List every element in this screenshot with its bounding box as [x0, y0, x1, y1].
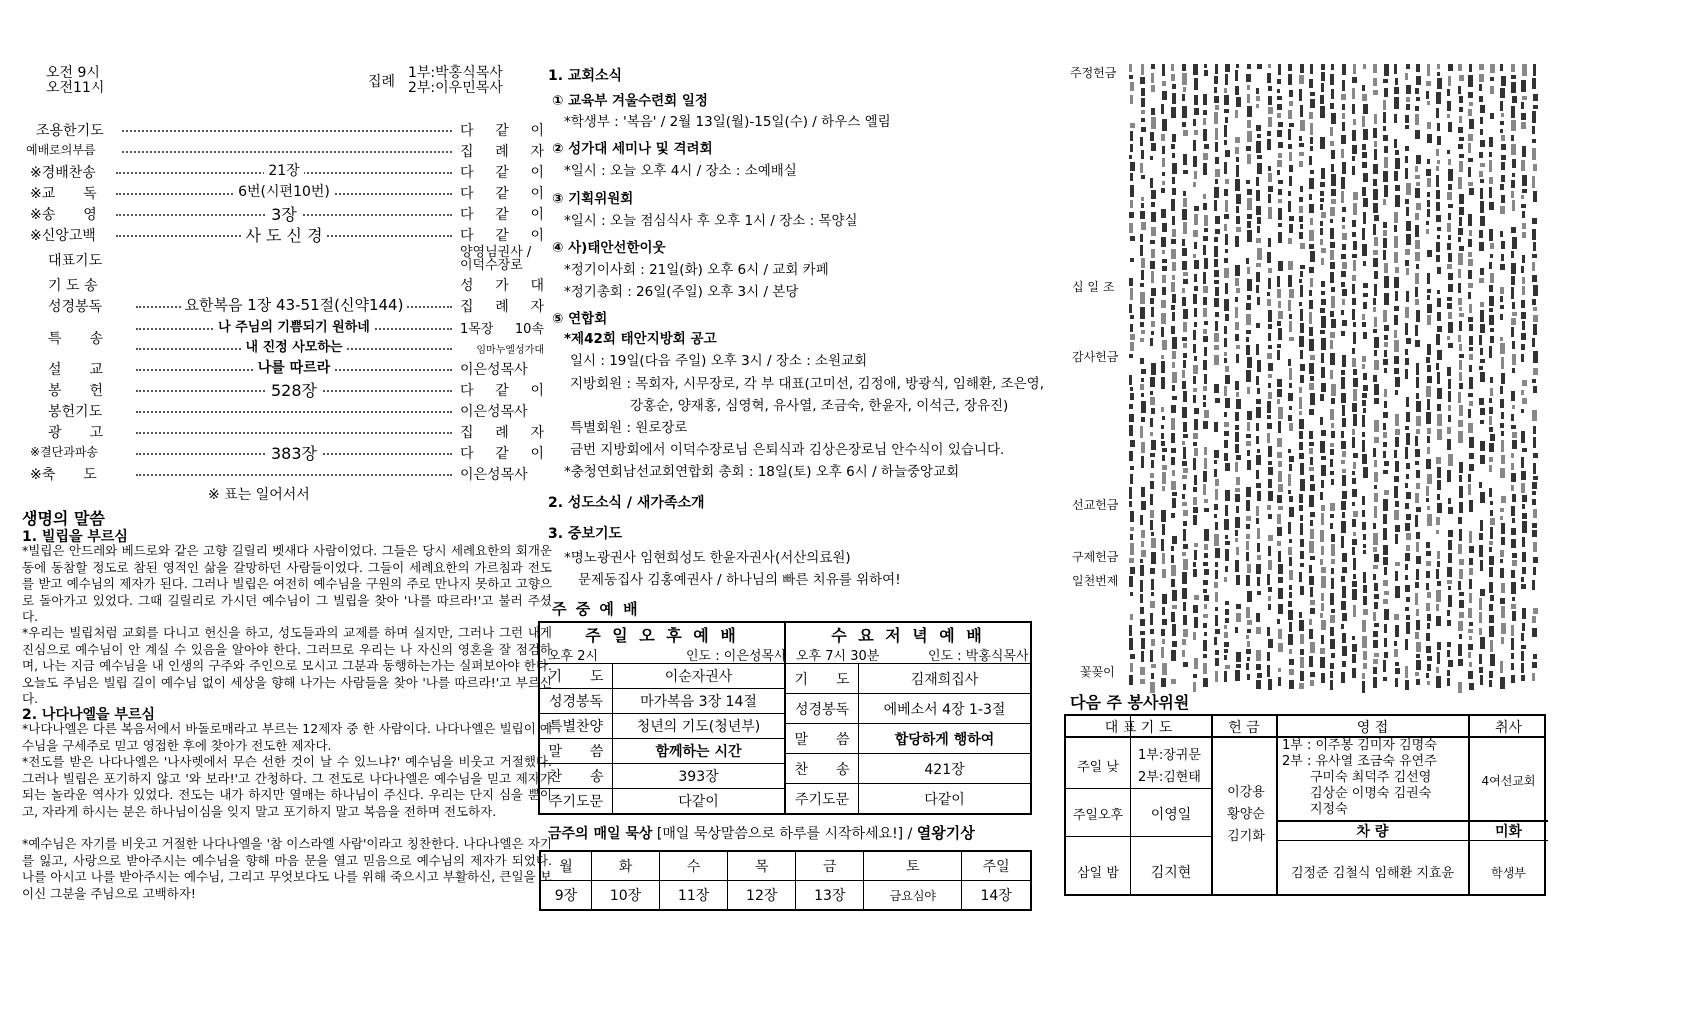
- col-greeting: 영 접: [1356, 720, 1389, 736]
- sermon-paragraph: *예수님은 자기를 비웃고 거절한 나다나엘을 '참 이스라엘 사람'이라고 칭찬한다. 나다나엘은 자기를 잃고, 사랑으로 받아주시는 예수님을 향해 마음 문을 열고 믿음으로 예수님의 제자가 되었다. 나를 아시고 나를 받아주시는 예수님, 그리고 무엇보다도 나를 위해 죽으시고 부활하신, 큰일을 보이신 그분을 주님으로 고백하자!: [22, 836, 552, 901]
- prayer-line: *명노광권사 임현희성도 한윤자권사(서산의료원): [564, 550, 851, 566]
- news-section-1: 1. 교회소식: [548, 68, 623, 84]
- sunday-pm-rows: [540, 663, 784, 814]
- order-item: 예배로의부름 집 례 자: [26, 143, 544, 160]
- order-item: ※경배찬송 21장 다 같 이: [30, 163, 544, 181]
- day-header: 월: [540, 851, 591, 881]
- service-time-1: 오전 9시: [46, 65, 100, 81]
- pastor-1: 1부:박홍식목사: [408, 65, 503, 81]
- donor-column: [1446, 64, 1453, 684]
- midweek-table: [538, 621, 1032, 815]
- news-item-detail: *일시 : 오늘 점심식사 후 오후 1시 / 장소 : 목양실: [564, 213, 858, 229]
- order-item: 봉헌기도 이은성목사: [48, 404, 528, 420]
- donor-column: [1160, 64, 1167, 684]
- news-item-detail: 일시 : 19일(다음 주일) 오후 3시 / 장소 : 소원교회: [570, 353, 868, 369]
- row-label: 성경봉독: [540, 689, 613, 714]
- row-value: 다같이: [859, 784, 1031, 814]
- jipre-label: 집례: [368, 74, 396, 90]
- prayer-line: 문제동집사 김홍예권사 / 하나님의 빠른 치유를 위하여!: [578, 572, 901, 588]
- row-sunday-pm-label: 주일오후: [1072, 808, 1124, 823]
- wednesday-rows: [786, 663, 1030, 814]
- news-item-detail: 금번 지방회에서 이덕수장로님 은퇴식과 김상은장로님 안수식이 있습니다.: [570, 442, 1005, 458]
- row-label: 기 도: [540, 664, 613, 689]
- sunday-pm-time: 오후 2시: [548, 649, 599, 664]
- offering-label: 십 일 조: [1072, 280, 1115, 294]
- row-label: 말 씀: [540, 739, 613, 764]
- daily-table: [539, 850, 1032, 911]
- order-item: 조용한기도 다 같 이: [36, 123, 544, 139]
- row-value: 청년의 기도(청년부): [613, 714, 785, 739]
- sermon-paragraph: *빌립은 안드레와 베드로와 같은 고향 길릴리 벳새다 사람이었다. 그들은 당시 세례요한의 회개운동에 동참할 정도로 참된 영적인 삶을 갈망하던 사람들이었다. 그들이 세례요한의 가르침과 전도를 받고 예수님의 제자가 된다. 그러나 빌립은 여전히 예수님을 구원의 주로 만나지 못하고 고향으로 돌아가고 있었다. 그때 길릴리로 가시던 예수님이 그 빌립을 찾아 '나를 따르라!'고 불러 주셨다.: [22, 543, 552, 625]
- donor-column: [1128, 64, 1135, 684]
- news-item-detail: 지방회원 : 목회자, 시무장로, 각 부 대표(고미선, 김정애, 방광식, 임해환, 조은영,: [570, 376, 1044, 392]
- row-label: 주기도문: [540, 789, 613, 814]
- offering-names: 이강용 황양순 김기화: [1227, 785, 1265, 844]
- order-item: ※결단과파송 383장 다 같 이: [30, 444, 544, 463]
- order-item: 기 도 송 성 가 대: [48, 278, 544, 294]
- news-section-2: 2. 성도소식 / 새가족소개: [548, 495, 705, 511]
- day-value: 9장: [540, 881, 591, 911]
- row-value: 이순자권사: [613, 664, 785, 689]
- donor-column: [1149, 64, 1156, 684]
- row-value: 다같이: [613, 789, 785, 814]
- news-item-title: ② 성가대 세미나 및 격려회: [552, 141, 713, 157]
- row-label: 찬 송: [786, 754, 859, 784]
- wednesday-leader: 인도 : 박홍식목사: [928, 649, 1029, 664]
- order-item: 광 고 집 례 자: [48, 425, 544, 441]
- day-value: 13장: [796, 881, 864, 911]
- donor-column: [1340, 64, 1347, 684]
- donor-column: [1361, 64, 1368, 684]
- snack-group: 4여선교회: [1481, 774, 1536, 788]
- greeting-list: [1282, 738, 1437, 818]
- news-item-detail: *일시 : 오늘 오후 4시 / 장소 : 소예배실: [564, 163, 797, 179]
- greeting-line: 김상순 이명숙 김권숙: [1310, 786, 1432, 801]
- wednesday-title: 수 요 저 녁 예 배: [831, 626, 985, 645]
- order-item: ※교 독 6번(시편10번) 다 같 이: [30, 184, 544, 202]
- donor-column: [1276, 64, 1283, 684]
- donor-column: [1488, 64, 1495, 684]
- news-item-detail: *정기총회 : 26일(주일) 오후 3시 / 본당: [564, 284, 799, 300]
- sermon-paragraph: *전도를 받은 나다나엘은 '나사렛에서 무슨 선한 것이 날 수 있느냐?' 예수님을 비웃고 거절했다. 그러나 빌립은 포기하지 않고 '와 보라!'고 간청하다. 그 전도로 나다나엘은 예수님을 믿고 제자가 되는 놀라운 역사가 있었다. 전도는 내가 하지만 열매는 하나님이 주신다. 우리는 단지 심을 뿐이고, 자라게 하시는 분은 하나님이심을 잊지 말고 포기하지 말고 복음을 전하며 전도하자.: [22, 754, 552, 819]
- wednesday-prayer: 김지현: [1150, 865, 1192, 881]
- day-header: 목: [728, 851, 796, 881]
- offering-label: 구제헌금: [1072, 550, 1119, 564]
- day-value: 10장: [591, 881, 659, 911]
- order-item: 설 교 나를 따르라 이은성목사: [48, 360, 528, 378]
- news-item-detail: *정기이사회 : 21일(화) 오후 6시 / 교회 카페: [564, 262, 829, 278]
- order-item: ※송 영 3장 다 같 이: [30, 205, 544, 224]
- donor-column: [1425, 64, 1432, 684]
- donor-column: [1404, 64, 1411, 684]
- news-item-detail: 특별회원 : 원로장로: [570, 420, 688, 436]
- stand-note: ※ 표는 일어서서: [208, 487, 310, 503]
- donor-column: [1223, 64, 1230, 684]
- donor-column: [1255, 64, 1262, 684]
- donor-column: [1170, 64, 1177, 684]
- donor-column: [1319, 64, 1326, 684]
- col-flower: 미화: [1494, 824, 1523, 840]
- daily-devotion-title: [548, 822, 975, 843]
- donor-column: [1467, 64, 1474, 684]
- donor-column: [1510, 64, 1517, 684]
- donor-column: [1382, 64, 1389, 684]
- donor-column: [1372, 64, 1379, 684]
- news-section-3: 3. 중보기도: [548, 526, 623, 542]
- donor-column: [1531, 64, 1538, 684]
- donor-column: [1351, 64, 1358, 684]
- col-prayer: 대 표 기 도: [1104, 720, 1173, 736]
- donor-column: [1298, 64, 1305, 684]
- donor-column: [1202, 64, 1209, 684]
- order-item: 성경봉독 요한복음 1장 43-51절(신약144) 집 례 자: [48, 296, 544, 315]
- daily-title-book: 열왕기상: [916, 824, 975, 842]
- donor-column: [1192, 64, 1199, 684]
- donor-column: [1213, 64, 1220, 684]
- sunday-pm-leader: 인도 : 이은성목사: [686, 649, 787, 664]
- donor-column: [1234, 64, 1241, 684]
- donor-column: [1414, 64, 1421, 684]
- row-value: 393장: [613, 764, 785, 789]
- row-value: 합당하게 행하여: [859, 724, 1031, 754]
- greeting-line: 2부 : 유사열 조금숙 유연주: [1282, 754, 1437, 769]
- offering-label: 주정헌금: [1070, 66, 1117, 80]
- order-item: 특 송 나 주님의 기쁨되기 원하네 1목장 10속: [48, 320, 544, 347]
- donor-column: [1245, 64, 1252, 684]
- order-item: 봉 헌 528장 다 같 이: [48, 381, 544, 400]
- news-item-detail: *충청연회남선교회연합회 총회 : 18일(토) 오후 6시 / 하늘중앙교회: [564, 464, 960, 480]
- offering-label: 꽃꽂이: [1080, 665, 1115, 679]
- news-item-title: ⑤ 연합회: [552, 311, 608, 327]
- day-header: 금: [796, 851, 864, 881]
- greeting-line: 구미숙 최덕주 김선영: [1310, 770, 1432, 785]
- donor-column: [1329, 64, 1336, 684]
- row-value: 에베소서 4장 1-3절: [859, 694, 1031, 724]
- day-header: 토: [864, 851, 962, 881]
- day-value: 14장: [962, 881, 1031, 911]
- sermon-paragraph: *우리는 빌립처럼 교회를 다니고 헌신을 하고, 성도들과의 교제를 하며 실지만, 그러나 그런 내게 진심으로 예수님이 안 계실 수 있음을 알아야 한다. 그러므로 우리는 나 자신의 영혼을 잘 점검하며, 나는 지금 예수님을 내 인생의 구주와 주인으로 모시고 그분과 동행하는가는 실펴보아야 한다. 오늘도 주님은 빌립 길이 예수님 없이 세상을 향해 나가는 사람들을 찾아 '나를 따르라!'고 부르신다.: [22, 625, 552, 707]
- sermon-sub-2: 2. 나다나엘을 부르심: [22, 707, 155, 723]
- sunday-pm-prayer: 이영일: [1150, 807, 1192, 823]
- donor-column: [1457, 64, 1464, 684]
- row-label: 말 씀: [786, 724, 859, 754]
- day-header: 주일: [962, 851, 1031, 881]
- sunday-prayer-2: 2부:김현태: [1138, 770, 1201, 785]
- sermon-heading: 생명의 말씀: [22, 509, 105, 528]
- donor-column: [1499, 64, 1506, 684]
- news-item-title: ③ 기획위원회: [552, 191, 634, 207]
- day-value: 11장: [660, 881, 728, 911]
- flower-group: 학생부: [1491, 866, 1526, 880]
- row-value: 마가복음 3장 14절: [613, 689, 785, 714]
- news-item-detail: *제42회 태안지방회 공고: [564, 331, 717, 347]
- donor-column: [1266, 64, 1273, 684]
- col-car: 차 량: [1356, 824, 1389, 840]
- news-item-title: ① 교육부 겨울수련회 일정: [552, 93, 708, 109]
- wednesday-time: 오후 7시 30분: [796, 649, 880, 664]
- donor-column: [1393, 64, 1400, 684]
- sermon-sub-1: 1. 빌립을 부르심: [22, 529, 128, 545]
- offering-label: 일천번제: [1072, 574, 1119, 588]
- day-value: 금요심야: [864, 881, 962, 911]
- day-header: 화: [591, 851, 659, 881]
- donor-column: [1478, 64, 1485, 684]
- row-label: 특별찬양: [540, 714, 613, 739]
- sunday-prayer-1: 1부:장귀문: [1138, 748, 1201, 763]
- row-wednesday-label: 삼일 밤: [1077, 866, 1119, 881]
- day-value: 12장: [728, 881, 796, 911]
- donor-column: [1308, 64, 1315, 684]
- greeting-line: 지정숙: [1310, 802, 1348, 817]
- order-item: ※축 도 이은성목사: [30, 467, 528, 483]
- order-item: 내 진정 사모하는 임마누엘성가대: [36, 338, 544, 360]
- order-item: ※신앙고백 사 도 신 경 다 같 이: [30, 226, 544, 245]
- volunteers-table: [1064, 714, 1546, 896]
- sermon-paragraph: *나다나엘은 다른 복음서에서 바돌로매라고 부르는 12제자 중 한 사람이다. 나다나엘은 빌립이 예수님을 구세주로 믿고 영접한 후에 찾아가 전도한 제자다.: [22, 721, 552, 753]
- col-offering: 헌 금: [1228, 720, 1260, 736]
- col-snack: 취사: [1494, 720, 1523, 736]
- row-label: 기 도: [786, 664, 859, 694]
- row-value: 김재희집사: [859, 664, 1031, 694]
- offering-label: 감사헌금: [1072, 350, 1119, 364]
- donor-column: [1181, 64, 1188, 684]
- news-item-detail: *학생부 : '복음' / 2월 13일(월)-15일(수) / 하우스 엘림: [564, 114, 891, 130]
- service-time-2: 오전11시: [46, 80, 105, 96]
- day-header: 수: [660, 851, 728, 881]
- row-label: 성경봉독: [786, 694, 859, 724]
- row-value: 함께하는 시간: [613, 739, 785, 764]
- pastor-2: 2부:이우민목사: [408, 80, 503, 96]
- news-item-detail: 강홍순, 양재홍, 심영혁, 유사열, 조금숙, 한윤자, 이석근, 장유진): [630, 398, 1009, 414]
- donor-column: [1520, 64, 1527, 684]
- donor-column: [1435, 64, 1442, 684]
- sunday-pm-title: 주 일 오 후 예 배: [585, 626, 739, 645]
- greeting-line: 1부 : 이주봉 김미자 김명숙: [1282, 738, 1437, 753]
- daily-title-note: [매일 묵상말씀으로 하루를 시작하세요!] /: [656, 826, 913, 842]
- midweek-title: 주 중 예 배: [552, 600, 640, 618]
- donor-column: [1287, 64, 1294, 684]
- offering-label: 선교헌금: [1072, 498, 1119, 512]
- daily-title-main: 금주의 매일 묵상: [548, 826, 653, 842]
- row-label: 주기도문: [786, 784, 859, 814]
- donor-column: [1139, 64, 1146, 684]
- row-sunday-label: 주일 낮: [1077, 760, 1119, 775]
- row-value: 421장: [859, 754, 1031, 784]
- news-item-title: ④ 사)태안선한이웃: [552, 240, 666, 256]
- row-label: 찬 송: [540, 764, 613, 789]
- car-names: 김정준 김철식 임해환 지효윤: [1290, 866, 1455, 881]
- service-title: 다음 주 봉사위원: [1070, 693, 1190, 712]
- order-item: 대표기도 양영님권사 / 이덕수장로: [48, 245, 532, 273]
